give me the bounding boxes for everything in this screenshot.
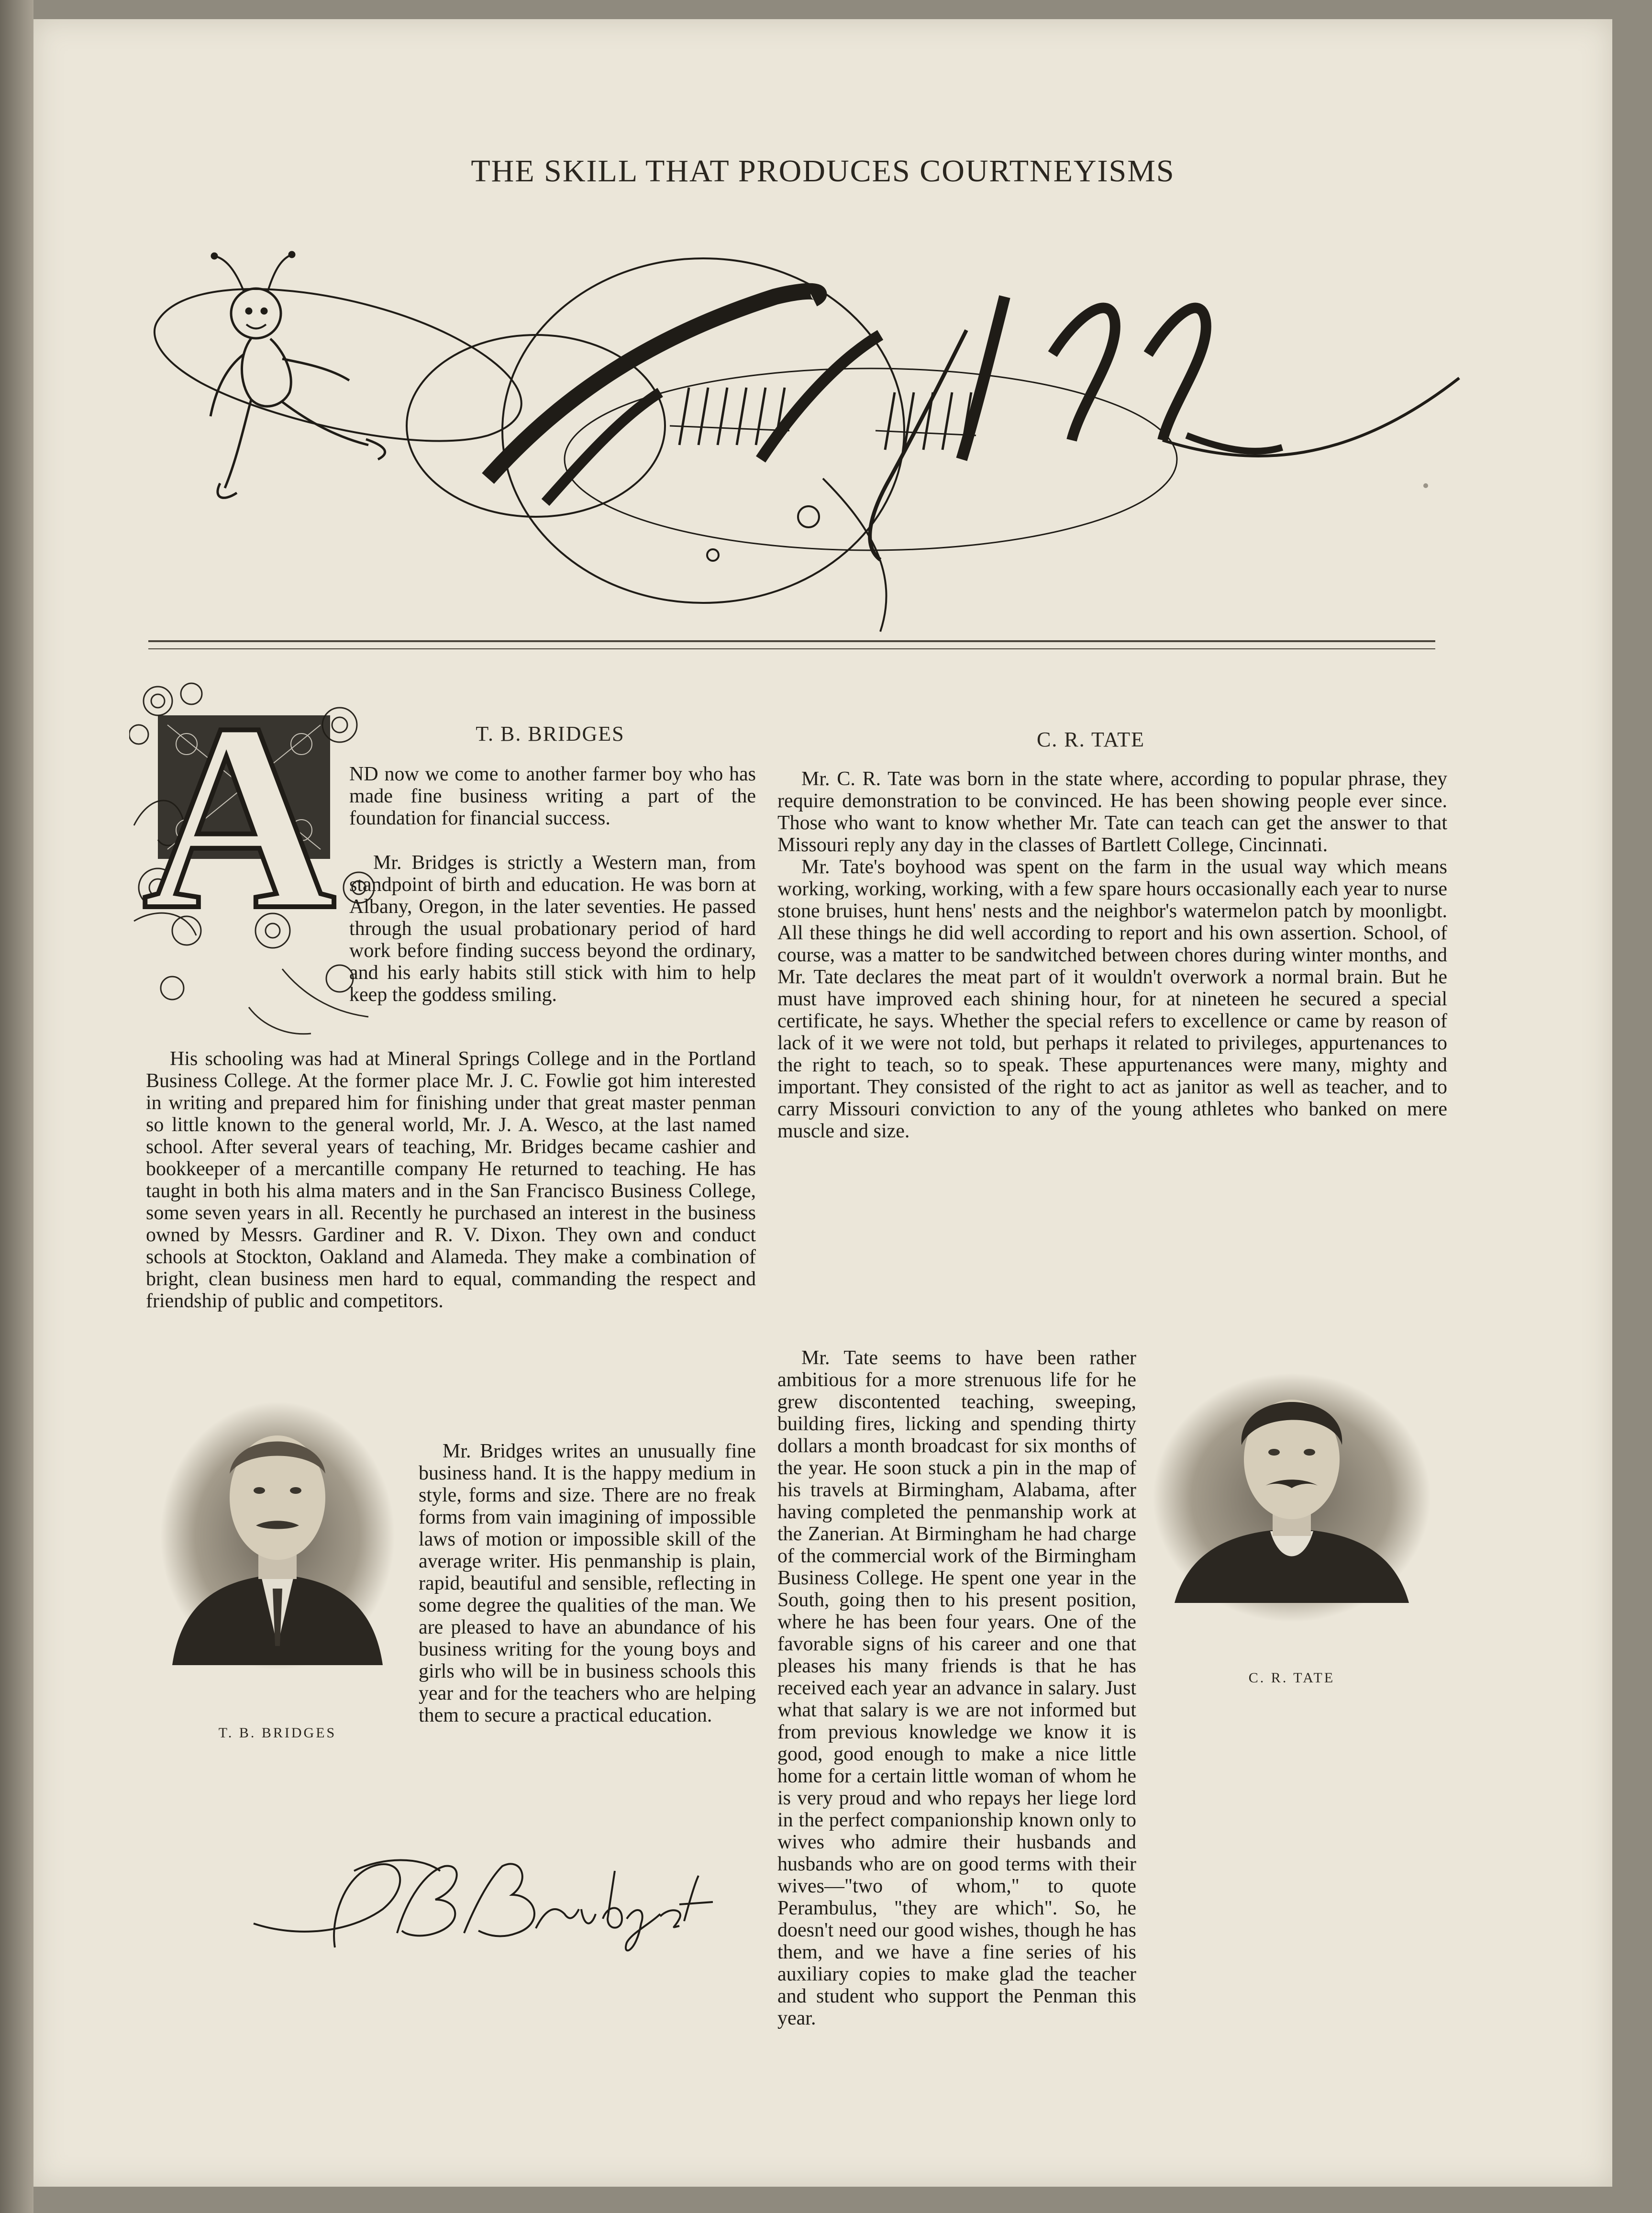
section-divider-bottom (148, 648, 1435, 649)
bridges-paragraph-2: Mr. Bridges is strictly a Western man, from standpoint of birth and education. He was born at Albany, Oregon, in the later seventies. He passed through the usual probationary period of hard work before finding success beyond the ordinary, and his early habits still stick with him to help keep the goddess smiling. (349, 852, 756, 1006)
page-title: THE SKILL THAT PRODUCES COURTNEYISMS (471, 154, 1175, 189)
bridges-paragraph-3: His schooling was had at Mineral Springs College and in the Portland Business College. At the former place Mr. J. C. Fowlie got him interested in writing and prepared him for finishing under that great master penman so little known to the general world, Mr. J. A. Wesco, at the last named school. After several years of teaching, Mr. Bridges became cashier and bookkeeper of a mercantille company He returned to teaching. He has taught in both his alma maters and in the San Francisco Business College, some seven years in all. Recently he purchased an interest in the business owned by Messrs. Gardiner and R. V. Dixon. They own and conduct schools at Stockton, Oakland and Alameda. They make a combination of bright, clean business men hard to equal, commanding the respect and friendship of public and competitors. (146, 1048, 756, 1312)
bridges-portrait (153, 1378, 402, 1675)
tate-paragraph-2: Mr. Tate's boyhood was spent on the farm in the usual way which means working, working, working, with a few spare hours occasionally each year to nurse stone bruises, hunt hens' nests and the neighbor's watermelon patch by moonligbt. All these things he did well according to report and his own assertion. School, of course, was a matter to be sandwitched between chores during winter months, and Mr. Tate declares the meat part of it wouldn't overwork a normal brain. But he must have improved each shining hour, for at nineteen he secured a special certificate, he says. Whether the special refers to excellence or came by reason of lack of it we were not told, but perhaps it related to privileges, appurtenances to the right to teach, so to speak. These appurtenances were many, mighty and important. They consisted of the right to act as janitor as well as teacher, and to carry Missouri conviction to any of the young athletes who banked on mere muscle and size. (777, 856, 1447, 1142)
drop-cap-letter: A (142, 682, 336, 965)
bridges-background (349, 852, 756, 1006)
bridges-photo-caption: T. B. BRIDGES (218, 1725, 337, 1741)
tate-photo-caption: C. R. TATE (1248, 1670, 1335, 1686)
page-sheet (33, 19, 1612, 2187)
section-divider-top (148, 640, 1435, 642)
bridges-penmanship (419, 1440, 756, 1726)
bridges-heading: T. B. BRIDGES (476, 722, 625, 745)
bridges-schooling (146, 1048, 756, 1312)
ornamental-drop-cap (129, 682, 378, 1050)
bridges-signature (239, 1837, 718, 1962)
tate-heading: C. R. TATE (1037, 728, 1145, 751)
tate-paragraph-3: Mr. Tate seems to have been rather ambitious for a more strenuous life for he grew discontented teaching, sweeping, building fires, licking and spending thirty dollars a month broadcast for six months of the year. He soon stuck a pin in the map of his travels at Birmingham, Alabama, after having completed the penmanship work at the Zanerian. At Birmingham he had charge of the commercial work of the Birmingham Business College. He spent one year in the South, going then to his present position, where he has been four years. One of the favorable signs of his career and one that pleases his many friends is that he has received each year an advance in salary. Just what that salary is we are not informed but from previous knowledge we know it is good, good enough to make a nice little home for a certain little woman of whom he is very proud and who repays her liege lord in the perfect companionship known only to wives who admire their husbands and husbands who are on good terms with their wives—"two of whom," to quote Perambulus, "they are which". So, he doesn't need our good wishes, though he has them, and we have a fine series of his auxiliary copies to make glad the teacher and student who support the Penman this year. (777, 1347, 1136, 2029)
tate-portrait (1146, 1354, 1438, 1636)
bridges-intro (349, 763, 756, 829)
penmanship-flourish-header (153, 211, 1469, 651)
page-speck (1423, 483, 1428, 488)
tate-intro (777, 768, 1447, 1142)
tate-career (777, 1347, 1136, 2029)
tate-paragraph-1: Mr. C. R. Tate was born in the state where, according to popular phrase, they require demonstration to be convinced. He has been showing people ever since. Those who want to know whether Mr. Tate can teach can get the answer to that Missouri reply any day in the classes of Bartlett College, Cincinnati. (777, 768, 1447, 856)
bridges-paragraph-1: ND now we come to another farmer boy who has made fine business writing a part of the foundation for financial success. (349, 763, 756, 829)
book-spine-edge (0, 0, 33, 2213)
imp-figure-icon (211, 251, 385, 498)
bridges-paragraph-4: Mr. Bridges writes an unusually fine business hand. It is the happy medium in style, forms and size. There are no freak forms from vain imagining of impossible laws of motion or impossible skill of the average writer. His penmanship is plain, rapid, beautiful and sensible, reflecting in some degree the qualities of the man. We are pleased to have an abundance of his business writing for the young boys and girls who will be in business schools this year and for the teachers who are helping them to secure a practical education. (419, 1440, 756, 1726)
